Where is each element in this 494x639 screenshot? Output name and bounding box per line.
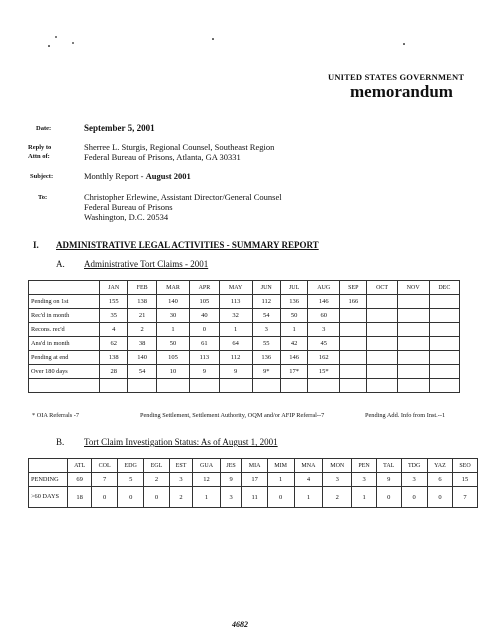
table-cell: 3 xyxy=(308,323,340,337)
subject-label: Subject: xyxy=(30,173,54,180)
table-cell: 112 xyxy=(219,351,252,365)
date-value: September 5, 2001 xyxy=(84,123,155,133)
table-cell xyxy=(340,337,367,351)
table-cell xyxy=(100,379,128,393)
table-cell xyxy=(397,309,429,323)
table-cell xyxy=(190,379,220,393)
table-cell xyxy=(340,309,367,323)
table-cell: 45 xyxy=(308,337,340,351)
table-cell: 146 xyxy=(280,351,307,365)
table-cell xyxy=(397,337,429,351)
table-row xyxy=(29,309,460,323)
column-header-sep: SEP xyxy=(340,281,367,295)
table-cell: 42 xyxy=(280,337,307,351)
table-cell: 28 xyxy=(100,365,128,379)
table-cell: 1 xyxy=(219,323,252,337)
table-cell xyxy=(429,309,459,323)
table-cell: 1 xyxy=(294,487,323,508)
table-cell: 1 xyxy=(156,323,189,337)
table-cell: 112 xyxy=(252,295,280,309)
reply-to-label: Reply to xyxy=(28,144,52,151)
table-cell: 9 xyxy=(220,473,242,487)
table-cell: 17 xyxy=(242,473,267,487)
table-row xyxy=(29,379,460,393)
table-cell: 55 xyxy=(252,337,280,351)
subsection-b-title: Tort Claim Investigation Status: As of August 1, 2001 xyxy=(84,437,278,447)
table-cell xyxy=(429,379,459,393)
date-label: Date: xyxy=(36,125,52,132)
table-row xyxy=(29,365,460,379)
table-cell: 3 xyxy=(401,473,427,487)
table-cell: 30 xyxy=(156,309,189,323)
table-cell: 0 xyxy=(118,487,144,508)
subsection-b-letter: B. xyxy=(56,437,65,447)
note-pending-info: Pending Add. Info from Inst.--1 xyxy=(365,412,446,419)
table-cell: 2 xyxy=(169,487,193,508)
row-label: >60 DAYS xyxy=(29,487,68,508)
table-cell: 138 xyxy=(100,351,128,365)
column-header-oct: OCT xyxy=(367,281,397,295)
row-label xyxy=(29,379,100,393)
table-cell: 3 xyxy=(169,473,193,487)
column-header-atl: ATL xyxy=(68,459,92,473)
table-cell: 0 xyxy=(427,487,452,508)
row-label: Over 180 days xyxy=(29,365,100,379)
table-cell xyxy=(280,379,307,393)
table-cell: 64 xyxy=(219,337,252,351)
table-cell: 162 xyxy=(308,351,340,365)
column-header-mon: MON xyxy=(323,459,352,473)
row-label: Pending on 1st xyxy=(29,295,100,309)
row-label: Rec'd in month xyxy=(29,309,100,323)
column-header-tal: TAL xyxy=(376,459,401,473)
table-cell xyxy=(397,379,429,393)
to-line-3: Washington, D.C. 20534 xyxy=(84,212,169,222)
table-row xyxy=(29,295,460,309)
table-cell xyxy=(340,379,367,393)
row-label: Ans'd in month xyxy=(29,337,100,351)
table-cell: 1 xyxy=(352,487,377,508)
note-oia-referrals: * OIA Referrals -7 xyxy=(32,412,80,419)
table-cell: 21 xyxy=(128,309,156,323)
table-cell: 1 xyxy=(193,487,220,508)
table-cell xyxy=(367,337,397,351)
column-header-nov: NOV xyxy=(397,281,429,295)
table-cell xyxy=(340,351,367,365)
table-cell: 5 xyxy=(118,473,144,487)
table-cell xyxy=(429,295,459,309)
table-cell: 1 xyxy=(267,473,294,487)
table-cell xyxy=(367,379,397,393)
table-cell: 7 xyxy=(453,487,478,508)
column-header-gua: GUA xyxy=(193,459,220,473)
table-cell: 40 xyxy=(190,309,220,323)
tort-claims-header-row xyxy=(29,281,460,295)
column-header-jul: JUL xyxy=(280,281,307,295)
table-cell: 60 xyxy=(308,309,340,323)
row-label: Recons. rec'd xyxy=(29,323,100,337)
subject-month: August 2001 xyxy=(145,171,191,181)
table-cell xyxy=(397,295,429,309)
table-cell: 0 xyxy=(190,323,220,337)
table-cell: 54 xyxy=(252,309,280,323)
table-cell: 69 xyxy=(68,473,92,487)
table-cell xyxy=(397,351,429,365)
table-cell: 7 xyxy=(92,473,118,487)
subsection-a-title: Administrative Tort Claims - 2001 xyxy=(84,259,209,269)
table-cell: 146 xyxy=(308,295,340,309)
to-line-1: Christopher Erlewine, Assistant Director/General Counsel xyxy=(84,192,282,202)
reply-to-line-2: Federal Bureau of Prisons, Atlanta, GA 30331 xyxy=(84,152,241,162)
row-label: Pending at end xyxy=(29,351,100,365)
table-cell xyxy=(128,379,156,393)
table-cell: 2 xyxy=(128,323,156,337)
to-line-2: Federal Bureau of Prisons xyxy=(84,202,173,212)
investigation-header-row xyxy=(29,459,478,473)
table-cell: 50 xyxy=(156,337,189,351)
table-cell xyxy=(156,379,189,393)
table-cell: 38 xyxy=(128,337,156,351)
column-header-dec: DEC xyxy=(429,281,459,295)
table-cell: 18 xyxy=(68,487,92,508)
table-cell: 15 xyxy=(453,473,478,487)
column-header-jun: JUN xyxy=(252,281,280,295)
table-cell: 61 xyxy=(190,337,220,351)
table-cell: 6 xyxy=(427,473,452,487)
table-cell xyxy=(367,323,397,337)
table-cell: 0 xyxy=(376,487,401,508)
table-cell: 136 xyxy=(280,295,307,309)
column-header-col: COL xyxy=(92,459,118,473)
table-cell: 0 xyxy=(401,487,427,508)
table-cell xyxy=(429,365,459,379)
table-row xyxy=(29,337,460,351)
table-cell xyxy=(367,365,397,379)
table-cell xyxy=(397,365,429,379)
table-cell xyxy=(340,323,367,337)
table-cell: 9 xyxy=(190,365,220,379)
table-cell: 0 xyxy=(144,487,169,508)
section-numeral: I. xyxy=(33,240,39,250)
table-cell: 0 xyxy=(92,487,118,508)
table-cell: 10 xyxy=(156,365,189,379)
table-cell: 3 xyxy=(220,487,242,508)
column-header-mia: MIA xyxy=(242,459,267,473)
table-cell xyxy=(397,323,429,337)
table-cell: 140 xyxy=(156,295,189,309)
table-cell: 1 xyxy=(280,323,307,337)
column-header-est: EST xyxy=(169,459,193,473)
note-pending-settlement: Pending Settlement, Settlement Authority, OQM and/or AFIP Referral--7 xyxy=(140,412,325,419)
table-cell: 62 xyxy=(100,337,128,351)
table-cell: 136 xyxy=(252,351,280,365)
table-cell: 105 xyxy=(156,351,189,365)
tort-claims-corner-cell xyxy=(29,281,100,295)
table-cell: 11 xyxy=(242,487,267,508)
table-cell: 113 xyxy=(190,351,220,365)
table-cell: 140 xyxy=(128,351,156,365)
table-cell: 105 xyxy=(190,295,220,309)
column-header-aug: AUG xyxy=(308,281,340,295)
table-cell: 32 xyxy=(219,309,252,323)
table-cell: 4 xyxy=(100,323,128,337)
table-cell xyxy=(367,295,397,309)
column-header-jes: JES xyxy=(220,459,242,473)
subject-value xyxy=(84,171,191,181)
table-cell: 0 xyxy=(267,487,294,508)
table-cell: 15* xyxy=(308,365,340,379)
table-cell: 3 xyxy=(352,473,377,487)
table-cell xyxy=(429,351,459,365)
table-cell xyxy=(429,323,459,337)
table-cell: 17* xyxy=(280,365,307,379)
column-header-mim: MIM xyxy=(267,459,294,473)
investigation-status-table xyxy=(28,458,478,508)
table-cell: 4 xyxy=(294,473,323,487)
table-cell: 9* xyxy=(252,365,280,379)
table-cell: 166 xyxy=(340,295,367,309)
table-cell: 2 xyxy=(323,487,352,508)
government-heading: UNITED STATES GOVERNMENT xyxy=(328,72,465,82)
attn-of-label: Attn of: xyxy=(28,153,50,160)
table-row xyxy=(29,473,478,487)
column-header-pen: PEN xyxy=(352,459,377,473)
table-cell: 138 xyxy=(128,295,156,309)
section-title: ADMINISTRATIVE LEGAL ACTIVITIES - SUMMARY REPORT xyxy=(56,240,319,250)
table-cell: 113 xyxy=(219,295,252,309)
column-header-mar: MAR xyxy=(156,281,189,295)
investigation-corner-cell xyxy=(29,459,68,473)
table-cell xyxy=(340,365,367,379)
row-label: PENDING xyxy=(29,473,68,487)
column-header-yaz: YAZ xyxy=(427,459,452,473)
table-cell: 35 xyxy=(100,309,128,323)
table-cell xyxy=(367,309,397,323)
column-header-tdg: TDG xyxy=(401,459,427,473)
table-cell: 54 xyxy=(128,365,156,379)
table-row xyxy=(29,323,460,337)
table-cell: 3 xyxy=(252,323,280,337)
column-header-feb: FEB xyxy=(128,281,156,295)
column-header-seo: SEO xyxy=(453,459,478,473)
table-cell: 12 xyxy=(193,473,220,487)
table-cell: 9 xyxy=(376,473,401,487)
table-cell xyxy=(219,379,252,393)
table-cell xyxy=(308,379,340,393)
table-cell xyxy=(367,351,397,365)
table-cell: 3 xyxy=(323,473,352,487)
reply-to-line-1: Sherree L. Sturgis, Regional Counsel, Southeast Region xyxy=(84,142,275,152)
table-row xyxy=(29,351,460,365)
table-cell: 9 xyxy=(219,365,252,379)
column-header-apr: APR xyxy=(190,281,220,295)
page-number: 4682 xyxy=(232,620,248,629)
column-header-egl: EGL xyxy=(144,459,169,473)
table-cell: 50 xyxy=(280,309,307,323)
to-label: To: xyxy=(38,194,48,201)
table-row xyxy=(29,487,478,508)
column-header-jan: JAN xyxy=(100,281,128,295)
subject-prefix: Monthly Report - xyxy=(84,171,146,181)
column-header-may: MAY xyxy=(219,281,252,295)
tort-claims-table xyxy=(28,280,460,393)
memorandum-title: memorandum xyxy=(350,82,453,101)
subsection-a-letter: A. xyxy=(56,259,65,269)
table-cell xyxy=(252,379,280,393)
column-header-edg: EDG xyxy=(118,459,144,473)
table-cell: 2 xyxy=(144,473,169,487)
table-cell xyxy=(429,337,459,351)
column-header-mna: MNA xyxy=(294,459,323,473)
table-cell: 155 xyxy=(100,295,128,309)
